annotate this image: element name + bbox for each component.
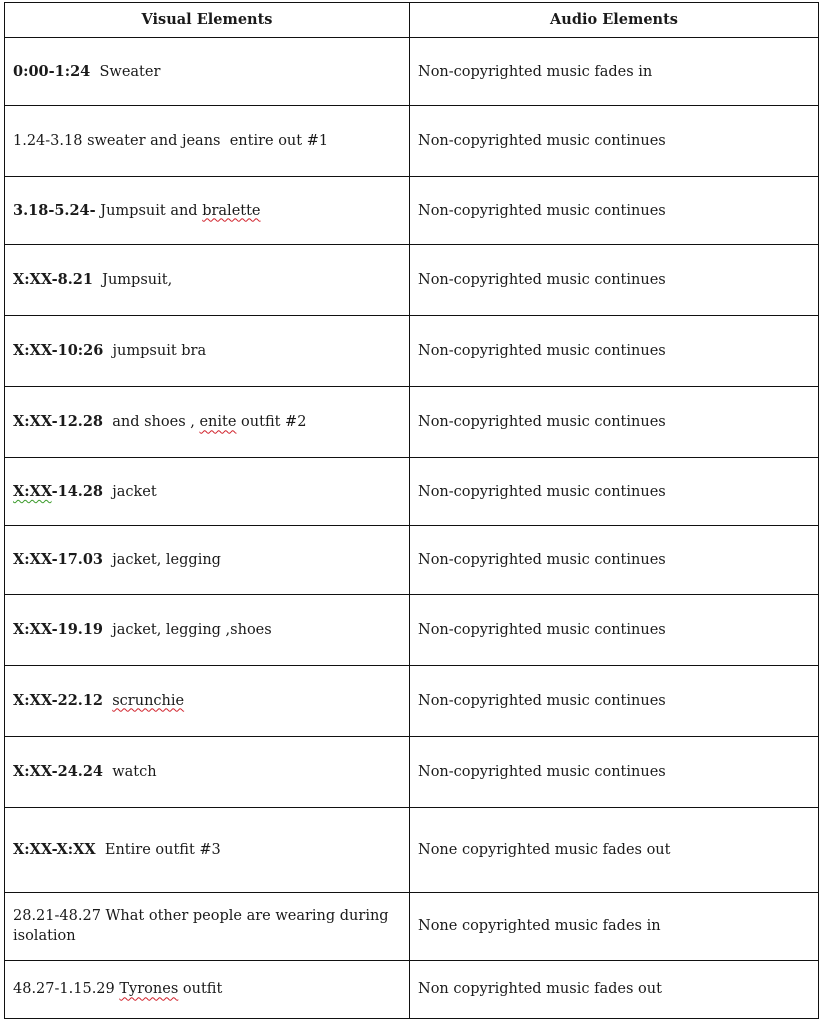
table-row [5, 245, 819, 316]
table-row [5, 594, 819, 665]
visual-cell [5, 38, 410, 106]
visual-text: 48.27-1.15.29 [13, 981, 120, 998]
visual-text: outfit #2 [236, 414, 307, 431]
misspelled-word: enite [199, 414, 237, 431]
visual-cell [5, 316, 410, 387]
timestamp: X:XX-22.12 [13, 691, 104, 709]
table-row [5, 665, 819, 736]
visual-text: jacket, legging [112, 551, 221, 568]
visual-cell [5, 245, 410, 316]
timestamp: X:XX-10:26 [13, 342, 104, 360]
visual-text: Jumpsuit and [100, 202, 203, 219]
table-row [5, 807, 819, 892]
table-row [5, 526, 819, 594]
header-row [5, 3, 819, 38]
timestamp: X:XX-12.28 [13, 413, 104, 431]
visual-cell [5, 892, 410, 960]
table-row [5, 892, 819, 960]
audio-cell: Non-copyrighted music continues [410, 526, 819, 594]
timestamp: X:XX-17.03 [13, 550, 104, 568]
audio-elements-header: Audio Elements [410, 3, 819, 38]
audio-cell: Non-copyrighted music continues [410, 458, 819, 526]
visual-text: jumpsuit bra [112, 343, 207, 360]
visual-text: jacket, legging ,shoes [112, 621, 272, 638]
visual-text: and shoes , [112, 414, 200, 431]
audio-cell: None copyrighted music fades in [410, 892, 819, 960]
visual-cell [5, 106, 410, 177]
visual-text: 1.24-3.18 sweater and jeans entire out #1 [13, 133, 329, 150]
visual-text: Entire outfit #3 [104, 841, 221, 858]
timestamp: X:XX-19.19 [13, 620, 104, 638]
visual-text: watch [112, 763, 157, 780]
table-row [5, 960, 819, 1018]
visual-cell [5, 526, 410, 594]
visual-cell [5, 177, 410, 245]
audio-cell: Non copyrighted music fades out [410, 960, 819, 1018]
timestamp: -14.28 [51, 482, 104, 500]
audio-cell: Non-copyrighted music fades in [410, 38, 819, 106]
visual-text: jacket [112, 483, 157, 500]
misspelled-word: scrunchie [112, 692, 185, 709]
visual-cell [5, 736, 410, 807]
visual-cell [5, 960, 410, 1018]
visual-cell [5, 458, 410, 526]
script-table [4, 2, 819, 1019]
table-row [5, 736, 819, 807]
timestamp: X:XX-24.24 [13, 762, 104, 780]
audio-cell: Non-copyrighted music continues [410, 316, 819, 387]
audio-cell: Non-copyrighted music continues [410, 387, 819, 458]
timestamp: X:XX-8.21 [13, 271, 93, 289]
visual-elements-header: Visual Elements [5, 3, 410, 38]
audio-cell: Non-copyrighted music continues [410, 245, 819, 316]
table-row [5, 177, 819, 245]
table-row [5, 458, 819, 526]
audio-cell: None copyrighted music fades out [410, 807, 819, 892]
audio-cell: Non-copyrighted music continues [410, 594, 819, 665]
timestamp: 0:00-1:24 [13, 62, 91, 80]
visual-text: Sweater [99, 63, 161, 80]
timestamp: 3.18-5.24- [13, 201, 96, 219]
visual-text: outfit [178, 981, 223, 998]
visual-text: Jumpsuit, [102, 272, 173, 289]
audio-cell: Non-copyrighted music continues [410, 177, 819, 245]
visual-text: 28.21-48.27 What other people are wearing during isolation [13, 908, 389, 945]
visual-cell [5, 387, 410, 458]
visual-cell [5, 665, 410, 736]
table-row [5, 316, 819, 387]
table-row [5, 387, 819, 458]
flagged-timestamp: X:XX [13, 482, 52, 500]
audio-cell: Non-copyrighted music continues [410, 665, 819, 736]
misspelled-word: Tyrones [119, 981, 179, 998]
visual-cell [5, 594, 410, 665]
misspelled-word: bralette [202, 202, 261, 219]
table-row [5, 106, 819, 177]
timestamp: X:XX-X:XX [13, 840, 96, 858]
visual-cell [5, 807, 410, 892]
audio-cell: Non-copyrighted music continues [410, 736, 819, 807]
table-row [5, 38, 819, 106]
audio-cell: Non-copyrighted music continues [410, 106, 819, 177]
